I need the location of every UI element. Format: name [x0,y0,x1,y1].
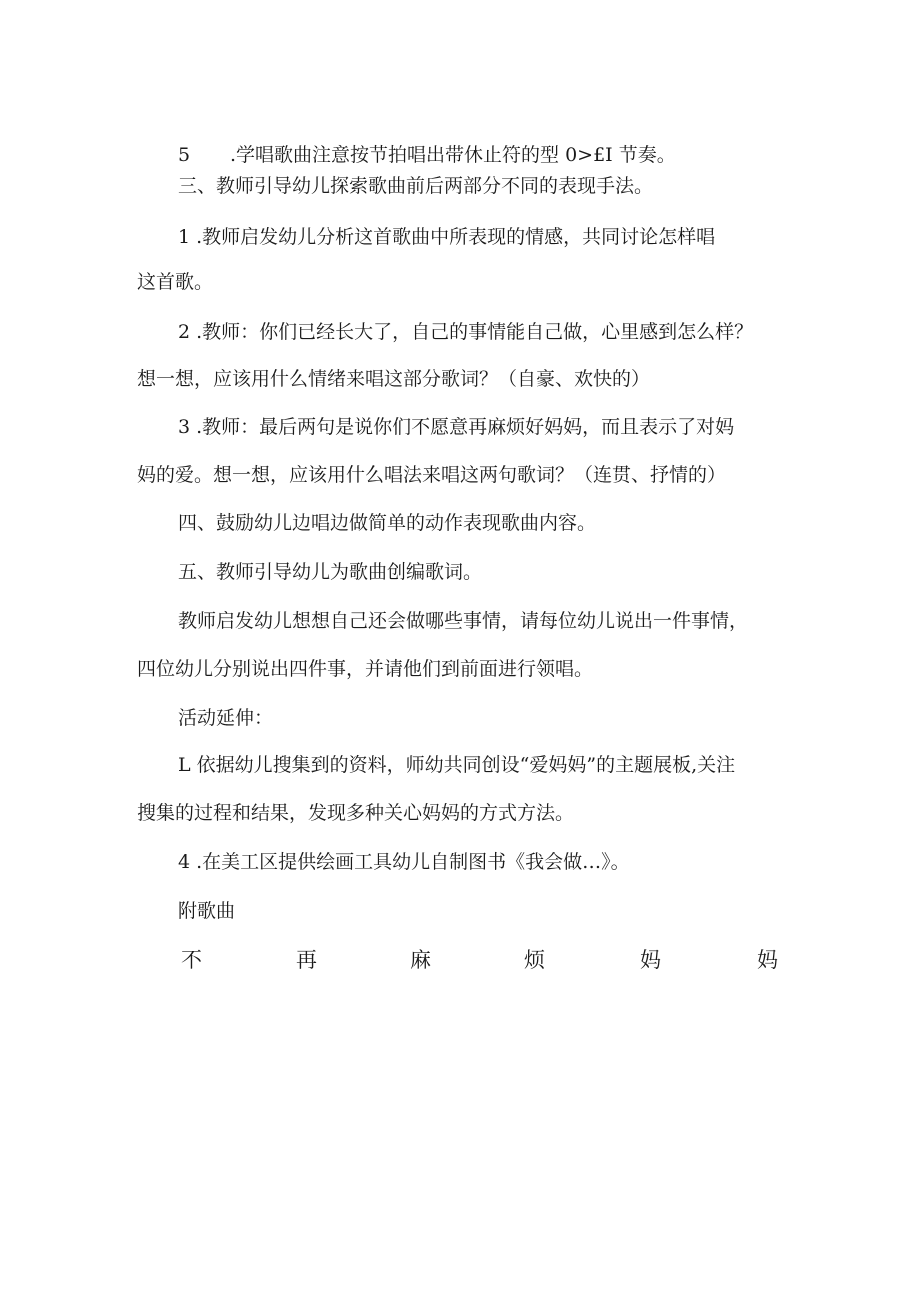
song-lyrics-row [0,947,920,977]
song-lyric-char: 再 [296,948,317,972]
item-2-line-2: 想一想，应该用什么情绪来唱这部分歌词？（自豪、欢快的） [137,368,651,390]
section-3-heading: 三、教师引导幼儿探索歌曲前后两部分不同的表现手法。 [178,175,654,197]
section-5-body-line-2: 四位幼儿分别说出四件事，并请他们到前面进行领唱。 [137,658,594,680]
song-lyric-char: 烦 [524,948,545,972]
item-5-number: 5 [178,144,191,166]
item-5 [178,143,676,167]
extension-heading: 活动延伸： [178,707,274,729]
song-lyric-char: 麻 [410,948,431,972]
song-lyric-char: 妈 [640,948,661,972]
song-lyric-char: 不 [181,948,202,972]
item-1-line-2: 这首歌。 [137,271,214,293]
item-5-text: .学唱歌曲注意按节拍唱出带休止符的型 0>£I 节奏。 [230,144,676,166]
extension-item-4: 4 .在美工区提供绘画工具幼儿自制图书《我会做…》。 [178,851,630,873]
section-5-heading: 五、教师引导幼儿为歌曲创编歌词。 [178,561,483,583]
section-5-body-line-1: 教师启发幼儿想想自己还会做哪些事情，请每位幼儿说出一件事情， [178,610,749,632]
item-3-line-2: 妈的爱。想一想，应该用什么唱法来唱这两句歌词？（连贯、抒情的） [137,464,727,486]
extension-item-1-line-1: L 依据幼儿搜集到的资料，师幼共同创设“爱妈妈”的主题展板,关注 [178,754,736,776]
extension-item-1-line-2: 搜集的过程和结果，发现多种关心妈妈的方式方法。 [137,802,575,824]
item-2-line-1: 2 .教师：你们已经长大了，自己的事情能自己做，心里感到怎么样？ [178,321,754,343]
appendix-label: 附歌曲 [178,900,236,922]
song-lyric-char: 妈 [757,948,778,972]
section-4-heading: 四、鼓励幼儿边唱边做简单的动作表现歌曲内容。 [178,512,597,534]
item-1-line-1: 1 .教师启发幼儿分析这首歌曲中所表现的情感，共同讨论怎样唱 [178,226,716,248]
item-3-line-1: 3 .教师：最后两句是说你们不愿意再麻烦好妈妈，而且表示了对妈 [178,416,735,438]
